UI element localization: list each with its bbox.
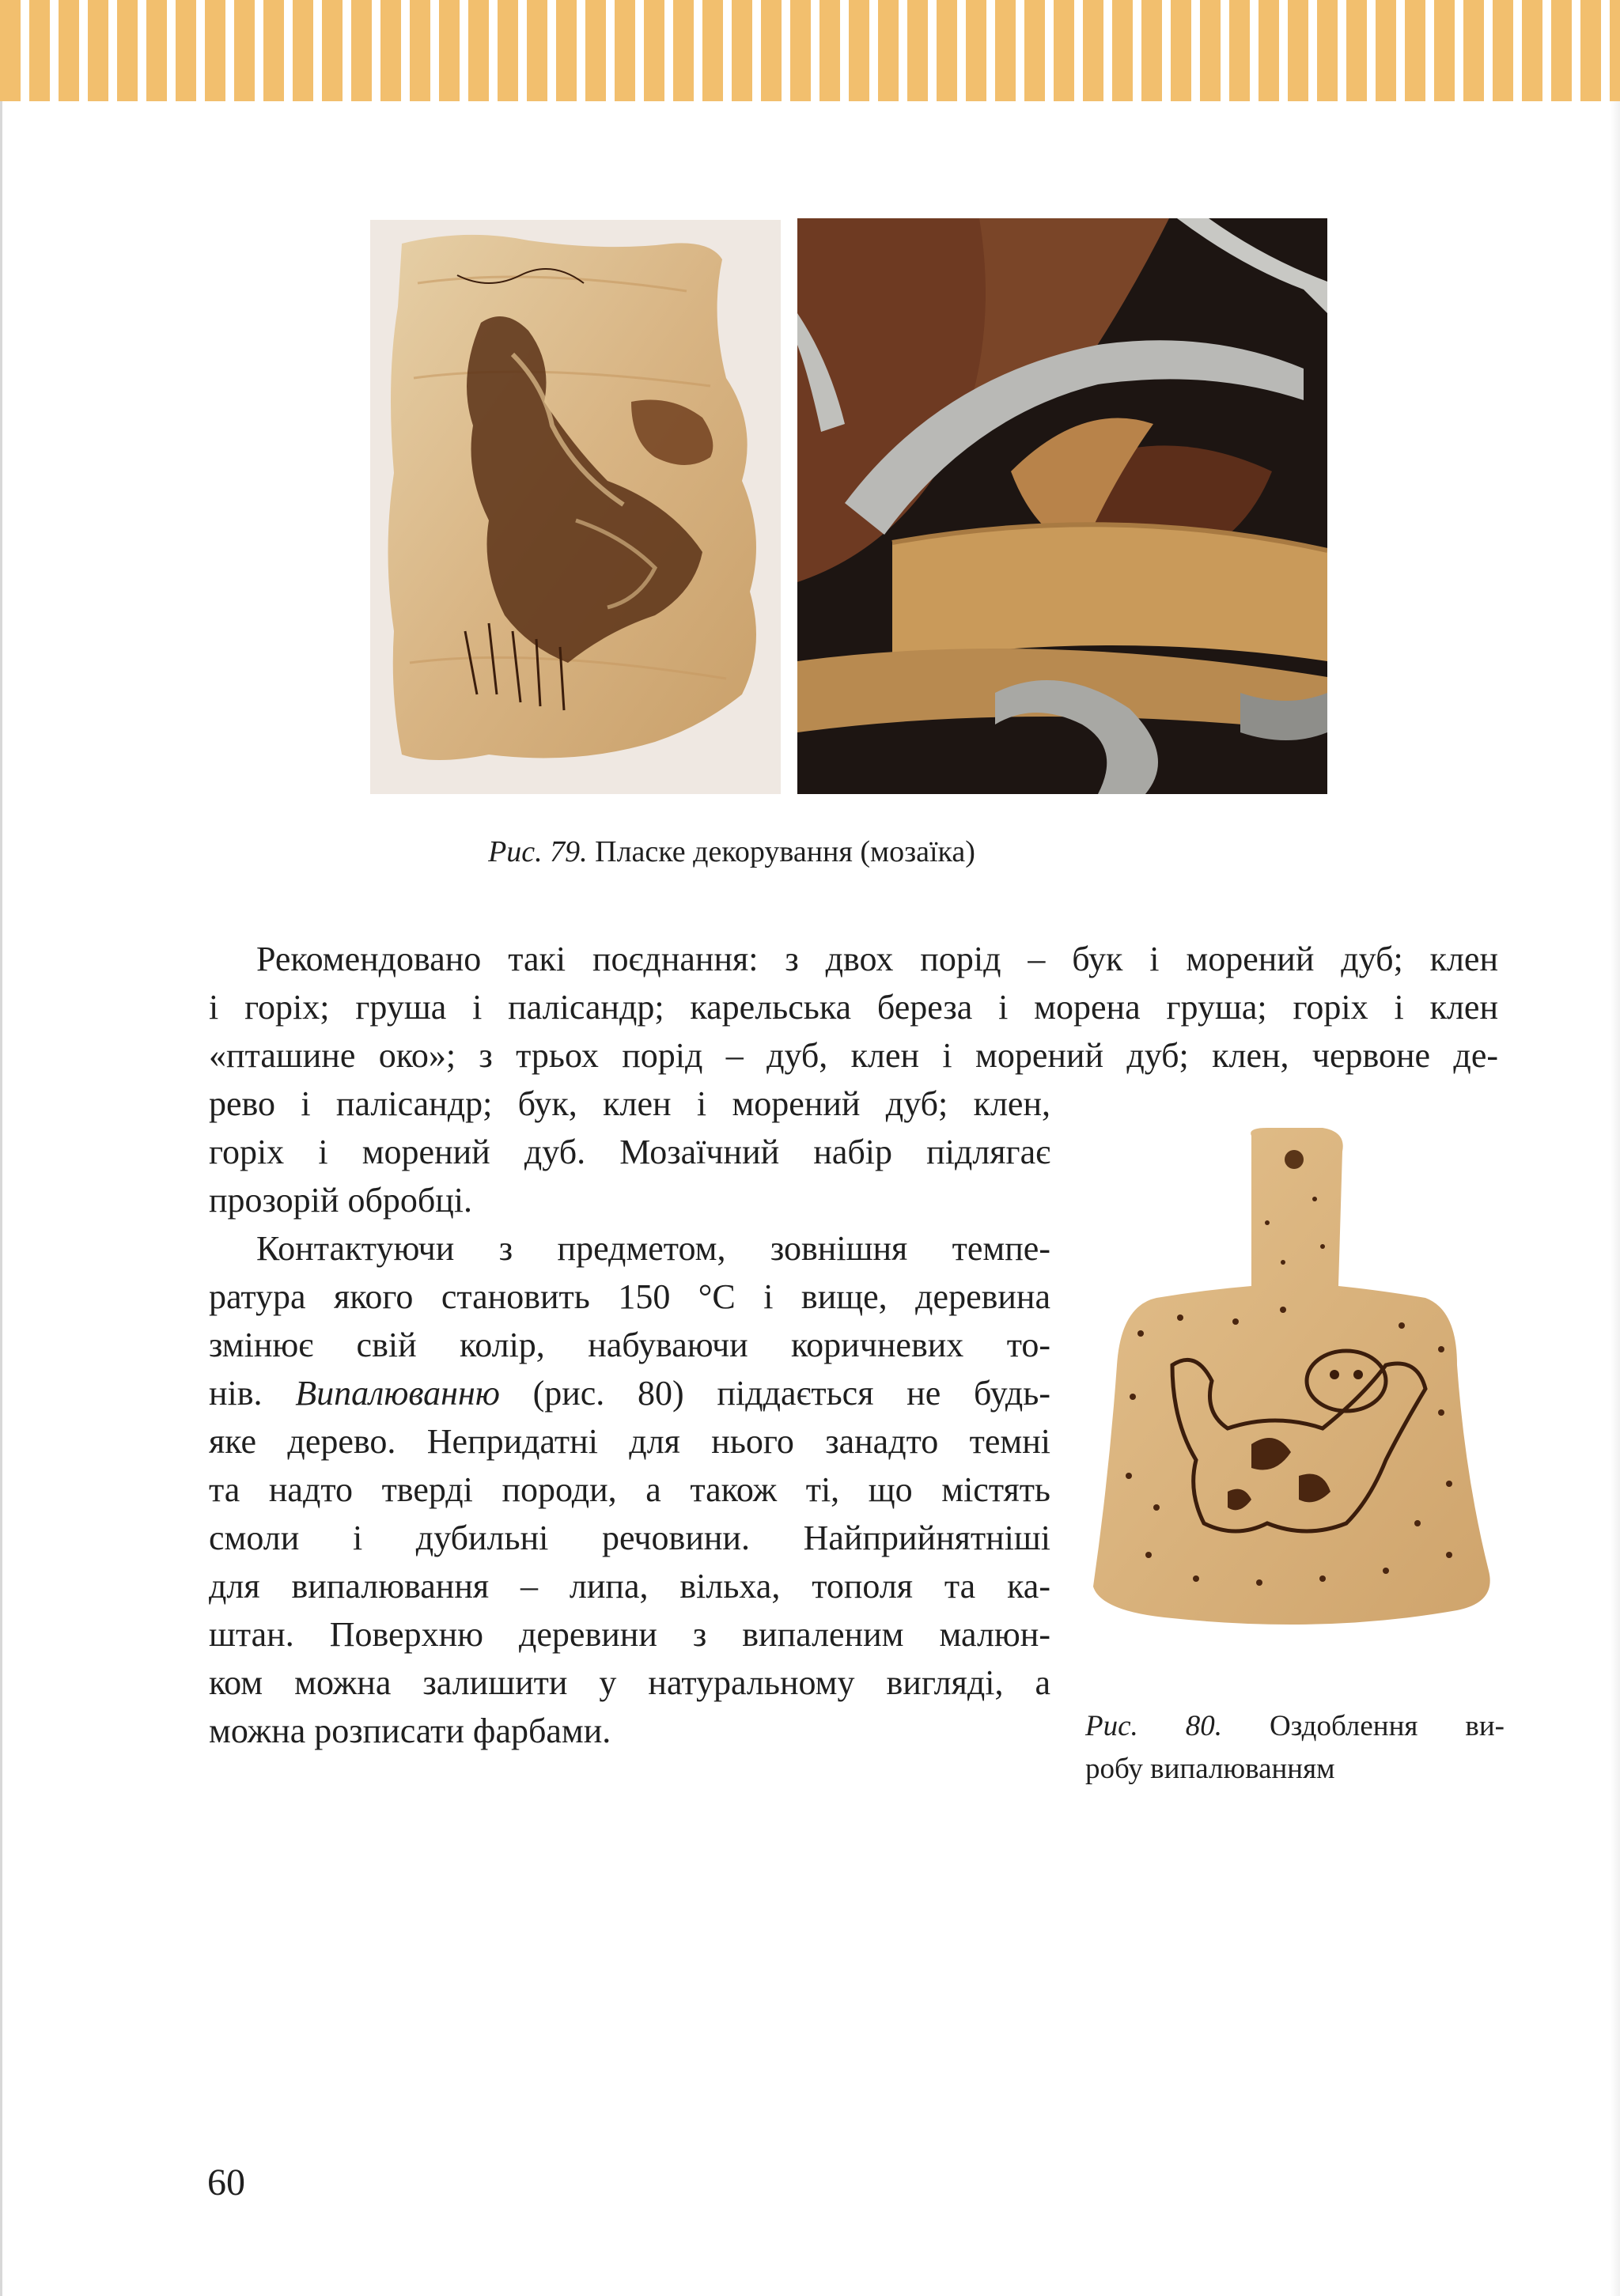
figure-80-caption-line: робу випалюванням xyxy=(1085,1753,1335,1785)
figure-79-mosaic-image xyxy=(797,218,1327,794)
paragraph-line: прозорій обробці. xyxy=(209,1181,472,1220)
figure-79-pyrography-image xyxy=(370,220,781,794)
page-left-edge xyxy=(0,101,2,2296)
figure-80-caption xyxy=(1085,1705,1505,1791)
paragraph-line: смоли і дубильні речовини. Найприйнятніші xyxy=(209,1519,1050,1557)
paragraph-line: для випалювання – липа, вільха, тополя та ка- xyxy=(209,1567,1050,1606)
paragraph-line: Контактуючи з предметом, зовнішня темпе- xyxy=(256,1229,1050,1268)
figure-79-label: Рис. 79. xyxy=(488,835,588,868)
paragraph-line: рево і палісандр; бук, клен і морений дуб; клен, xyxy=(209,1084,1050,1123)
figure-80-text: Оздоблення ви- xyxy=(1270,1710,1505,1742)
figure-79-text: Пласке декорування (мозаїка) xyxy=(595,835,975,868)
figure-80-caption-line xyxy=(1085,1705,1505,1748)
paragraph-line: яке дерево. Непридатні для нього занадто темні xyxy=(209,1422,1050,1461)
paragraph-line: ком можна залишити у натуральному вигляді, а xyxy=(209,1663,1050,1702)
paragraph-line xyxy=(209,1369,1050,1417)
figure-80-label: Рис. 80. xyxy=(1085,1710,1223,1742)
paragraph-line: змінює свій колір, набуваючи коричневих то- xyxy=(209,1326,1050,1364)
paragraph-line: «пташине око»; з трьох порід – дуб, клен і морений дуб; клен, червоне де- xyxy=(209,1036,1498,1075)
decorative-top-stripes xyxy=(0,0,1620,101)
paragraph-line: і горіх; груша і палісандр; карельська береза і морена груша; горіх і клен xyxy=(209,988,1498,1027)
paragraph-line: ратура якого становить 150 °С і вище, деревина xyxy=(209,1277,1050,1316)
paragraph-line: горіх і морений дуб. Мозаїчний набір підлягає xyxy=(209,1133,1050,1171)
emphasized-term: Випалюванню xyxy=(295,1374,500,1413)
page-number: 60 xyxy=(207,2162,245,2203)
figure-79-caption xyxy=(237,832,1226,872)
paragraph-line: та надто тверді породи, а також ті, що містять xyxy=(209,1470,1050,1509)
paragraph-line: можна розписати фарбами. xyxy=(209,1712,611,1750)
paragraph-line: штан. Поверхню деревини з випаленим малюн- xyxy=(209,1615,1050,1654)
paragraph-text: (рис. 80) піддається не будь- xyxy=(499,1374,1051,1413)
paragraph-text: нів. xyxy=(209,1374,296,1413)
figure-80-burned-board-image xyxy=(1085,1128,1498,1634)
paragraph-line: Рекомендовано такі поєднання: з двох порід – бук і морений дуб; клен xyxy=(256,940,1498,978)
page-right-shade xyxy=(1611,101,1620,2296)
